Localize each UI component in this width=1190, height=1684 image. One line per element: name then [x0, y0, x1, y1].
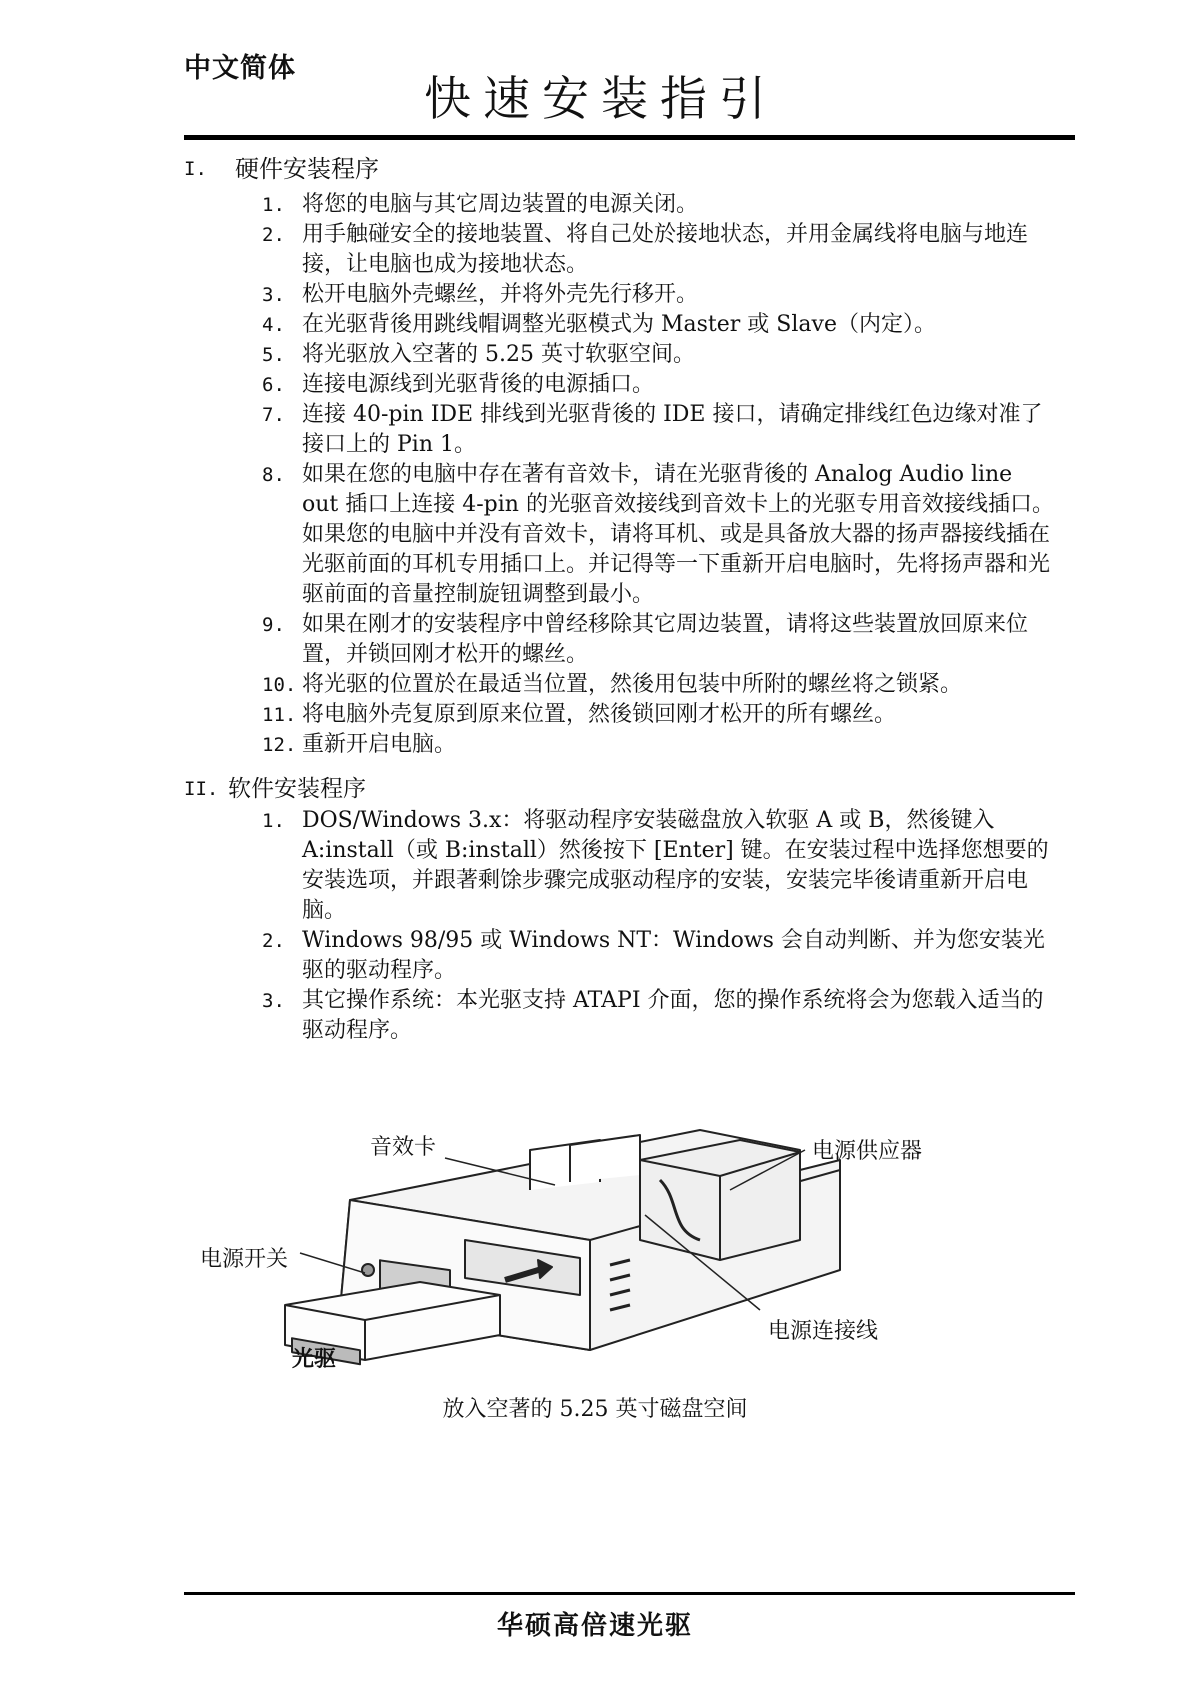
- label-drive: 光驱: [292, 1346, 337, 1372]
- section-number: I.: [184, 158, 207, 180]
- step-number: 1.: [262, 810, 285, 832]
- list-item: [262, 700, 1054, 730]
- label-power-supply: 电源供应器: [812, 1139, 923, 1164]
- installation-diagram: [200, 1090, 1000, 1380]
- hardware-steps-list: [184, 190, 1054, 760]
- step-number: 3.: [262, 990, 285, 1012]
- list-item: [262, 986, 1054, 1046]
- step-number: 8.: [262, 464, 285, 486]
- list-item: [262, 610, 1054, 670]
- list-item: [262, 190, 1054, 220]
- step-number: 10.: [262, 674, 297, 696]
- list-item: [262, 806, 1054, 926]
- step-text: 连接 40-pin IDE 排线到光驱背後的 IDE 接口，请确定排线红色边缘对准了接口上的 Pin 1。: [302, 402, 1043, 457]
- step-text: 连接电源线到光驱背後的电源插口。: [302, 372, 655, 397]
- language-tag: 中文简体: [184, 53, 296, 84]
- step-text: 将光驱放入空著的 5.25 英寸软驱空间。: [302, 342, 695, 367]
- step-number: 7.: [262, 404, 285, 426]
- list-item: [262, 926, 1054, 986]
- list-item: [262, 460, 1054, 610]
- step-text: 将光驱的位置於在最适当位置，然後用包装中所附的螺丝将之锁紧。: [302, 672, 963, 697]
- list-item: [262, 370, 1054, 400]
- step-number: 3.: [262, 284, 285, 306]
- step-number: 5.: [262, 344, 285, 366]
- step-text: 松开电脑外壳螺丝，并将外壳先行移开。: [302, 282, 699, 307]
- section-heading-hardware: [184, 154, 1054, 184]
- step-text: 如果在刚才的安装程序中曾经移除其它周边装置，请将这些装置放回原来位置，并锁回刚才松开的螺丝。: [302, 612, 1029, 667]
- list-item: [262, 310, 1054, 340]
- step-number: 1.: [262, 194, 285, 216]
- list-item: [262, 220, 1054, 280]
- step-text: 用手触碰安全的接地装置、将自己处於接地状态，并用金属线将电脑与地连接，让电脑也成为接地状态。: [302, 222, 1029, 277]
- figure-caption: 放入空著的 5.25 英寸磁盘空间: [442, 1397, 748, 1422]
- section-title: 硬件安装程序: [235, 155, 379, 183]
- step-text: 在光驱背後用跳线帽调整光驱模式为 Master 或 Slave（内定）。: [302, 312, 936, 337]
- section-heading-software: [184, 774, 1054, 804]
- step-number: 2.: [262, 224, 285, 246]
- list-item: [262, 670, 1054, 700]
- header-divider: [184, 135, 1075, 140]
- step-text: 将您的电脑与其它周边装置的电源关闭。: [302, 192, 699, 217]
- label-power-switch: 电源开关: [200, 1247, 289, 1272]
- step-number: 4.: [262, 314, 285, 336]
- list-item: [262, 340, 1054, 370]
- footer-product-name: 华硕高倍速光驱: [496, 1611, 693, 1641]
- software-steps-list: [184, 806, 1054, 1046]
- step-number: 6.: [262, 374, 285, 396]
- step-text: 重新开启电脑。: [302, 732, 457, 757]
- footer-divider: [184, 1592, 1075, 1595]
- list-item: [262, 400, 1054, 460]
- step-text: DOS/Windows 3.x：将驱动程序安装磁盘放入软驱 A 或 B，然後键入 A:install（或 B:install）然後按下 [Enter] 键。在安装过程中选择您想要的安装选项，并跟著剩馀步骤完成驱动程序的安装，安装完毕後请重新开启电脑。: [302, 808, 1049, 923]
- step-number: 9.: [262, 614, 285, 636]
- section-title: 软件安装程序: [228, 776, 366, 802]
- step-number: 11.: [262, 704, 297, 726]
- step-text: Windows 98/95 或 Windows NT：Windows 会自动判断、并为您安装光驱的驱动程序。: [302, 928, 1045, 983]
- section-number: II.: [184, 778, 219, 800]
- step-number: 12.: [262, 734, 297, 756]
- label-power-cable: 电源连接线: [768, 1319, 879, 1344]
- step-text: 其它操作系统：本光驱支持 ATAPI 介面，您的操作系统将会为您载入适当的驱动程序。: [302, 988, 1044, 1043]
- computer-case-drawing: [285, 1130, 840, 1364]
- list-item: [262, 280, 1054, 310]
- list-item: [262, 730, 1054, 760]
- step-text: 将电脑外壳复原到原来位置，然後锁回刚才松开的所有螺丝。: [302, 702, 897, 727]
- label-sound-card: 音效卡: [370, 1135, 437, 1160]
- page-title: 快速安装指引: [424, 72, 778, 127]
- step-text: 如果在您的电脑中存在著有音效卡，请在光驱背後的 Analog Audio line out 插口上连接 4-pin 的光驱音效接线到音效卡上的光驱专用音效接线插口。如果您的电脑中并没有音效卡，请将耳机、或是具备放大器的扬声器接线插在光驱前面的耳机专用插口上。并记得等一下重新开启电脑时，先将扬声器和光驱前面的音量控制旋钮调整到最小。: [302, 462, 1054, 607]
- instructions-body: [184, 154, 1054, 1046]
- step-number: 2.: [262, 930, 285, 952]
